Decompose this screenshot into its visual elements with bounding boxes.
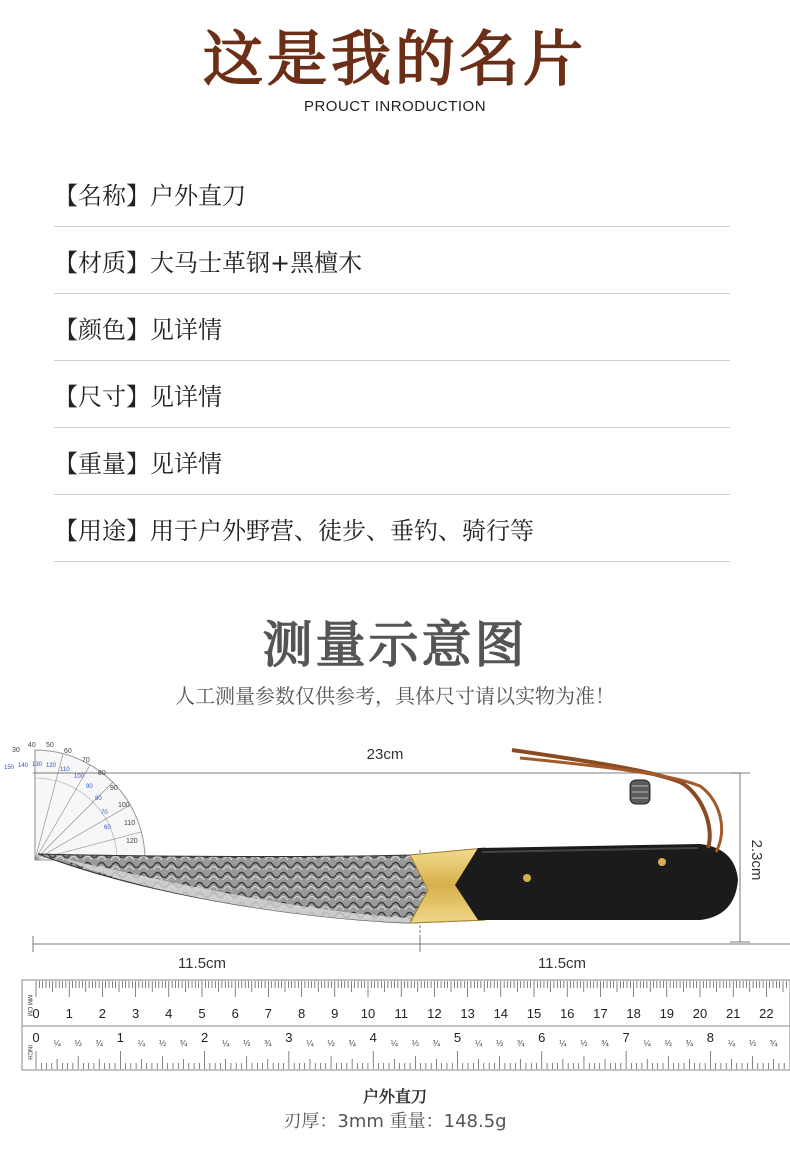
protractor-outer-label: 110 xyxy=(124,820,136,827)
spec-key: 【颜色】 xyxy=(54,315,150,344)
protractor-inner-label: 70 xyxy=(101,810,108,816)
spec-value: 大马士革钢+黑檀木 xyxy=(150,248,363,277)
ruler-cm-label: 9 xyxy=(331,1006,339,1021)
ruler-cm-unit: MM CM xyxy=(26,995,32,1016)
protractor-inner-label: 120 xyxy=(46,763,57,769)
ruler-cm-label: 21 xyxy=(725,1006,741,1021)
ruler-fraction-label: ½ xyxy=(495,1039,504,1048)
ruler-fraction-label: ¼ xyxy=(558,1039,567,1048)
ruler-fraction-label: ¾ xyxy=(263,1039,272,1048)
spec-value: 户外直刀 xyxy=(150,181,246,210)
ruler-cm-label: 5 xyxy=(198,1006,206,1021)
ruler-cm-label: 4 xyxy=(165,1006,173,1021)
spec-list xyxy=(54,160,730,562)
ruler-inch-label: 2 xyxy=(200,1030,209,1045)
protractor xyxy=(4,742,145,860)
ruler-cm-label: 1 xyxy=(65,1006,73,1021)
ruler-cm-label: 12 xyxy=(427,1006,442,1021)
ruler-fraction-label: ¼ xyxy=(53,1039,61,1048)
page-subtitle: PROUCT INRODUCTION xyxy=(303,98,487,115)
ruler-cm-label: 19 xyxy=(659,1006,675,1021)
protractor-outer-label: 90 xyxy=(110,785,118,792)
ruler-fraction-label: ¼ xyxy=(221,1039,230,1048)
protractor-outer-label: 100 xyxy=(118,802,130,809)
spec-key: 【重量】 xyxy=(54,449,150,478)
ruler-inch-unit: INCH xyxy=(26,1045,32,1060)
ruler-cm-label: 0 xyxy=(32,1006,40,1021)
protractor-outer-label: 40 xyxy=(28,742,36,749)
ruler-cm-label: 6 xyxy=(231,1006,239,1021)
ruler-cm-label: 3 xyxy=(131,1006,140,1021)
ruler-fraction-label: ½ xyxy=(580,1039,588,1048)
spec-row-size xyxy=(54,361,730,428)
ruler-fraction-label: ¾ xyxy=(348,1039,357,1048)
spec-row-name xyxy=(54,160,730,227)
total-length-label: 23cm xyxy=(366,746,404,763)
ruler-cm-label: 16 xyxy=(559,1006,575,1021)
measure-title: 测量示意图 xyxy=(262,616,528,674)
spec-row-weight xyxy=(54,428,730,495)
footer-specs: 刃厚：3mm 重量：148.5g xyxy=(283,1111,507,1132)
protractor-inner-label: 150 xyxy=(4,765,15,771)
spec-row-color xyxy=(54,294,730,361)
ruler-fraction-label: ¾ xyxy=(432,1039,441,1048)
ruler-cm-label: 14 xyxy=(493,1006,509,1021)
spec-key: 【名称】 xyxy=(54,181,150,210)
ruler-fraction-label: ½ xyxy=(411,1039,420,1048)
ruler-cm-label: 13 xyxy=(460,1006,475,1021)
ruler-inch-label: 4 xyxy=(369,1030,377,1045)
ruler-inch-label: 3 xyxy=(285,1030,293,1045)
ruler-fraction-label: ½ xyxy=(664,1039,673,1048)
ruler-inch-label: 6 xyxy=(538,1030,546,1045)
spec-row-usage xyxy=(54,495,730,562)
knife-image xyxy=(38,750,738,923)
protractor-inner-label: 100 xyxy=(74,774,85,780)
ruler-fraction-label: ¾ xyxy=(601,1039,609,1048)
ruler-fraction-label: ¾ xyxy=(95,1039,104,1048)
ruler-fraction-label: ½ xyxy=(748,1039,757,1048)
ruler-cm-label: 10 xyxy=(360,1006,376,1021)
ruler-cm-label: 18 xyxy=(626,1006,641,1021)
ruler-fraction-label: ¾ xyxy=(179,1039,188,1048)
ruler-fraction-label: ¼ xyxy=(643,1039,652,1048)
ruler-cm-label: 7 xyxy=(264,1006,273,1021)
spec-value: 用于户外野营、徒步、垂钓、骑行等 xyxy=(150,516,534,545)
blade-length-label: 11.5cm xyxy=(177,955,227,972)
ruler-cm-label: 8 xyxy=(297,1006,306,1021)
handle-length-label: 11.5cm xyxy=(537,955,587,972)
ruler-cm-label: 22 xyxy=(759,1006,774,1021)
ruler-fraction-label: ¾ xyxy=(769,1039,778,1048)
ruler-fraction-label: ¼ xyxy=(474,1039,483,1048)
spec-key: 【尺寸】 xyxy=(54,382,150,411)
protractor-outer-label: 120 xyxy=(126,838,138,845)
ruler-fraction-label: ½ xyxy=(242,1039,251,1048)
height-label: 2.3cm xyxy=(748,839,765,881)
protractor-outer-label: 50 xyxy=(46,742,54,749)
spec-key: 【材质】 xyxy=(54,248,150,277)
ruler-fraction-label: ½ xyxy=(327,1039,335,1048)
ruler-fraction-label: ¼ xyxy=(306,1039,314,1048)
page-title: 这是我的名片 xyxy=(203,25,587,95)
ruler xyxy=(22,980,790,1070)
spec-row-material xyxy=(54,227,730,294)
ruler-cm-label: 15 xyxy=(526,1006,542,1021)
protractor-inner-label: 110 xyxy=(60,767,70,773)
ruler-fraction-label: ¼ xyxy=(390,1039,399,1048)
protractor-outer-label: 80 xyxy=(98,770,106,777)
spec-value: 见详情 xyxy=(150,382,222,411)
ruler-fraction-label: ¼ xyxy=(137,1039,146,1048)
ruler-inch-label: 7 xyxy=(622,1030,630,1045)
measure-note: 人工测量参数仅供参考，具体尺寸请以实物为准！ xyxy=(175,684,615,708)
ruler-cm-label: 2 xyxy=(98,1006,107,1021)
footer-product-name: 户外直刀 xyxy=(362,1087,427,1106)
ruler-fraction-label: ½ xyxy=(158,1039,167,1048)
measurement-diagram xyxy=(0,730,790,1080)
protractor-inner-label: 140 xyxy=(18,763,29,769)
ruler-inch-label: 5 xyxy=(453,1030,462,1045)
protractor-inner-label: 90 xyxy=(86,784,93,790)
ruler-fraction-label: ¼ xyxy=(727,1039,736,1048)
ruler-fraction-label: ¾ xyxy=(685,1039,694,1048)
spec-value: 见详情 xyxy=(150,449,222,478)
ruler-inch-label: 8 xyxy=(706,1030,715,1045)
ruler-fraction-label: ¾ xyxy=(516,1039,525,1048)
protractor-outer-label: 30 xyxy=(12,747,20,754)
protractor-inner-label: 130 xyxy=(32,762,43,768)
protractor-outer-label: 60 xyxy=(64,748,72,755)
protractor-inner-label: 80 xyxy=(95,796,102,802)
ruler-cm-label: 17 xyxy=(593,1006,608,1021)
ruler-inch-label: 0 xyxy=(32,1030,40,1045)
ruler-inch-label: 1 xyxy=(116,1030,124,1045)
protractor-outer-label: 70 xyxy=(82,757,90,764)
ruler-cm-label: 20 xyxy=(692,1006,708,1021)
ruler-cm-label: 11 xyxy=(394,1006,408,1021)
protractor-inner-label: 60 xyxy=(104,825,111,831)
spec-value: 见详情 xyxy=(150,315,222,344)
spec-key: 【用途】 xyxy=(54,516,150,545)
ruler-fraction-label: ½ xyxy=(74,1039,83,1048)
